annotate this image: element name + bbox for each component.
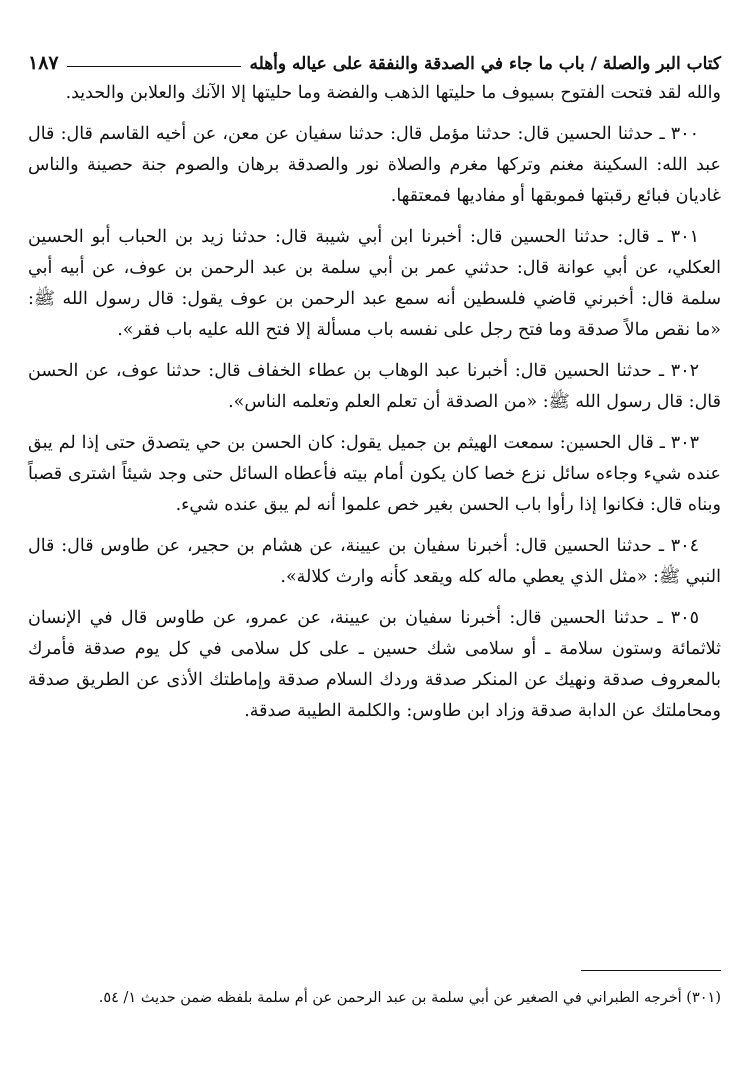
hadith-303: ٣٠٣ ـ قال الحسين: سمعت الهيثم بن جميل يقول: كان الحسن بن حي يتصدق حتى إذا لم يبق عنده شيء وجاءه سائل نزع خصا كان يكون أمام بيته فأعطاه السائل حتى وجد شيئاً اشترى قصباً وبناه قال: فكانوا إذا رأوا باب الحسن بغير خص علموا أنه لم يبق عنده شيء. (28, 433, 721, 515)
hadith-302: ٣٠٢ ـ حدثنا الحسين قال: أخبرنا عبد الوهاب بن عطاء الخفاف قال: حدثنا عوف، عن الحسن قال: قال رسول الله ﷺ: «من الصدقة أن تعلم العلم وتعلمه الناس». (28, 361, 721, 412)
hadith-305: ٣٠٥ ـ حدثنا الحسين قال: أخبرنا سفيان بن عيينة، عن عمرو، عن طاوس قال في الإنسان ثلاثمائة وستون سلامة ـ أو سلامى شك حسين ـ على كل سلامى في كل يوم صدقة فأمرك بالمعروف صدقة ونهيك عن المنكر صدقة وردك السلام صدقة وإماطتك الأذى عن الطريق صدقة ومحاملتك عن الدابة صدقة وزاد ابن طاوس: والكلمة الطيبة صدقة. (28, 608, 721, 721)
running-header (28, 40, 721, 74)
header-rule (67, 66, 242, 67)
footnote-301: (٣٠١) أخرجه الطبراني في الصغير عن أبي سلمة بن عبد الرحمن عن أم سلمة بلفظه ضمن حديث ١/ ٥٤. (98, 990, 721, 1006)
main-text (28, 78, 721, 727)
footnote-separator (581, 970, 721, 971)
page-number: ١٨٧ (28, 52, 59, 74)
book-page (28, 40, 721, 1006)
hadith-301: ٣٠١ ـ قال: حدثنا الحسين قال: أخبرنا ابن أبي شيبة قال: حدثنا زيد بن الحباب أبو الحسين العكلي، عن أبي عوانة قال: حدثني عمر بن أبي سلمة بن عبد الرحمن بن عوف، عن أبيه أبي سلمة قال: أخبرني قاضي فلسطين أنه سمع عبد الرحمن بن عوف يقول: قال رسول الله ﷺ: «ما نقص مالاً صدقة وما فتح رجل على نفسه باب مسألة إلا فتح الله عليه باب فقر». (28, 227, 721, 340)
hadith-304: ٣٠٤ ـ حدثنا الحسين قال: أخبرنا سفيان بن عيينة، عن هشام بن حجير، عن طاوس قال: قال النبي ﷺ: «مثل الذي يعطي ماله كله ويقعد كأنه وارث كلالة». (28, 536, 721, 587)
hadith-300: ٣٠٠ ـ حدثنا الحسين قال: حدثنا مؤمل قال: حدثنا سفيان عن معن، عن أخيه القاسم قال: قال عبد الله: السكينة مغنم وتركها مغرم والصلاة نور والصدقة برهان والصوم جنة حصينة والناس غاديان فبائع رقبتها فموبقها أو مفاديها فمعتقها. (28, 124, 721, 206)
header-title: كتاب البر والصلة / باب ما جاء في الصدقة والنفقة على عياله وأهله (249, 54, 721, 74)
paragraph-continuation: والله لقد فتحت الفتوح بسيوف ما حليتها الذهب والفضة وما حليتها إلا الآنك والعلابن والحديد. (65, 83, 721, 103)
